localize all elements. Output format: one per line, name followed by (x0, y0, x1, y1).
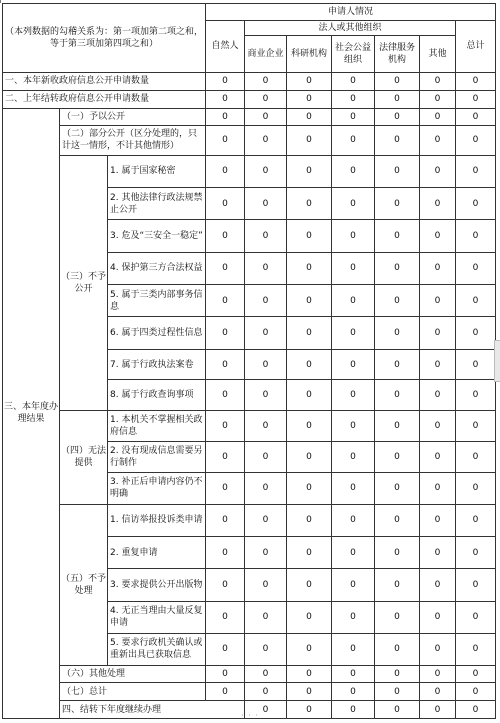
value-cell: 0 (206, 220, 245, 252)
value-cell: 0 (332, 285, 375, 317)
value-cell: 0 (332, 220, 375, 252)
value-cell: 0 (287, 536, 332, 568)
value-cell: 0 (287, 285, 332, 317)
value-cell: 0 (456, 72, 496, 90)
value-cell: 0 (332, 187, 375, 219)
value-cell: 0 (332, 665, 375, 683)
value-cell: 0 (206, 410, 245, 441)
value-cell: 0 (420, 473, 456, 504)
sub-item-label: 2. 没有现成信息需要另行制作 (108, 441, 206, 472)
value-cell: 0 (287, 473, 332, 504)
value-cell: 0 (206, 349, 245, 379)
value-cell: 0 (375, 410, 420, 441)
value-cell: 0 (456, 473, 496, 504)
value-cell: 0 (456, 220, 496, 252)
value-cell: 0 (456, 349, 496, 379)
sub-item-label: 3. 补正后申请内容仍不明确 (108, 473, 206, 504)
row-label: （七）总计 (60, 683, 206, 701)
value-cell: 0 (456, 634, 496, 665)
value-cell: 0 (245, 536, 287, 568)
entity-type-header: 商业企业 (245, 36, 287, 73)
value-cell: 0 (206, 569, 245, 601)
value-cell: 0 (456, 569, 496, 601)
value-cell: 0 (245, 108, 287, 126)
sub-item-label: 1. 信访举报投诉类申请 (108, 504, 206, 536)
row-label: 四、结转下年度继续办理 (60, 701, 245, 719)
value-cell: 0 (420, 441, 456, 472)
value-cell: 0 (375, 72, 420, 90)
value-cell: 0 (287, 187, 332, 219)
value-cell: 0 (206, 285, 245, 317)
value-cell: 0 (420, 410, 456, 441)
sub-item-label: 3. 危及“三安全一稳定” (108, 220, 206, 252)
value-cell: 0 (375, 108, 420, 126)
value-cell: 0 (375, 155, 420, 187)
value-cell: 0 (332, 473, 375, 504)
sub-item-label: 6. 属于四类过程性信息 (108, 317, 206, 349)
value-cell: 0 (245, 701, 287, 719)
sub-item-label: 3. 要求提供公开出版物 (108, 569, 206, 601)
value-cell: 0 (206, 504, 245, 536)
value-cell: 0 (375, 90, 420, 108)
value-cell: 0 (206, 473, 245, 504)
value-cell: 0 (245, 683, 287, 701)
value-cell: 0 (456, 155, 496, 187)
value-cell: 0 (375, 380, 420, 410)
value-cell: 0 (420, 634, 456, 665)
disclosure-statistics-table (2, 3, 496, 719)
value-cell: 0 (420, 155, 456, 187)
value-cell: 0 (245, 349, 287, 379)
value-cell: 0 (420, 187, 456, 219)
value-cell: 0 (456, 410, 496, 441)
value-cell: 0 (375, 349, 420, 379)
value-cell: 0 (420, 108, 456, 126)
value-cell: 0 (420, 252, 456, 284)
value-cell: 0 (287, 410, 332, 441)
value-cell: 0 (245, 252, 287, 284)
value-cell: 0 (420, 349, 456, 379)
value-cell: 0 (420, 701, 456, 719)
value-cell: 0 (420, 72, 456, 90)
value-cell: 0 (375, 252, 420, 284)
value-cell: 0 (332, 155, 375, 187)
value-cell: 0 (375, 569, 420, 601)
value-cell: 0 (287, 441, 332, 472)
entity-type-header: 社会公益组织 (332, 36, 375, 73)
value-cell: 0 (332, 504, 375, 536)
value-cell: 0 (375, 220, 420, 252)
section-three-label: 三、本年度办理结果 (3, 108, 60, 719)
value-cell: 0 (245, 601, 287, 633)
group-label: （五）不予处理 (60, 504, 108, 665)
value-cell: 0 (287, 601, 332, 633)
value-cell: 0 (206, 90, 245, 108)
value-cell: 0 (206, 601, 245, 633)
value-cell: 0 (206, 380, 245, 410)
value-cell: 0 (287, 90, 332, 108)
value-cell: 0 (332, 569, 375, 601)
value-cell: 0 (456, 285, 496, 317)
sub-item-label: 4. 无正当理由大量反复申请 (108, 601, 206, 633)
value-cell: 0 (332, 601, 375, 633)
value-cell: 0 (245, 90, 287, 108)
value-cell: 0 (420, 504, 456, 536)
value-cell: 0 (245, 665, 287, 683)
value-cell: 0 (245, 380, 287, 410)
value-cell: 0 (332, 349, 375, 379)
value-cell: 0 (456, 683, 496, 701)
value-cell: 0 (375, 187, 420, 219)
value-cell: 0 (206, 683, 245, 701)
row-label: 二、上年结转政府信息公开申请数量 (3, 90, 206, 108)
value-cell: 0 (375, 683, 420, 701)
value-cell: 0 (332, 317, 375, 349)
value-cell: 0 (456, 665, 496, 683)
value-cell: 0 (287, 155, 332, 187)
value-cell: 0 (287, 126, 332, 155)
value-cell: 0 (456, 317, 496, 349)
value-cell: 0 (206, 252, 245, 284)
value-cell: 0 (206, 634, 245, 665)
value-cell: 0 (420, 665, 456, 683)
value-cell: 0 (206, 441, 245, 472)
value-cell: 0 (375, 634, 420, 665)
value-cell: 0 (456, 701, 496, 719)
value-cell: 0 (375, 126, 420, 155)
value-cell: 0 (245, 504, 287, 536)
value-cell: 0 (287, 349, 332, 379)
value-cell: 0 (332, 90, 375, 108)
value-cell: 0 (375, 441, 420, 472)
value-cell: 0 (287, 683, 332, 701)
value-cell: 0 (245, 441, 287, 472)
value-cell: 0 (206, 536, 245, 568)
page-indicator-dots: · · · (241, 711, 259, 720)
value-cell: 0 (420, 683, 456, 701)
value-cell: 0 (287, 220, 332, 252)
value-cell: 0 (245, 155, 287, 187)
value-cell: 0 (245, 187, 287, 219)
sub-item-label: 2. 重复申请 (108, 536, 206, 568)
natural-person-header: 自然人 (206, 20, 245, 72)
legal-entities-header: 法人或其他组织 (245, 20, 456, 36)
entity-type-header: 科研机构 (287, 36, 332, 73)
value-cell: 0 (332, 126, 375, 155)
value-cell: 0 (245, 569, 287, 601)
applicant-situation-header: 申请人情况 (206, 4, 496, 21)
sub-item-label: 5. 属于三类内部事务信息 (108, 285, 206, 317)
value-cell: 0 (245, 634, 287, 665)
value-cell: 0 (206, 665, 245, 683)
value-cell: 0 (375, 317, 420, 349)
value-cell: 0 (332, 108, 375, 126)
value-cell: 0 (287, 634, 332, 665)
value-cell: 0 (245, 317, 287, 349)
value-cell: 0 (420, 90, 456, 108)
value-cell: 0 (375, 504, 420, 536)
value-cell: 0 (245, 285, 287, 317)
value-cell: 0 (375, 536, 420, 568)
sub-item-label: 7. 属于行政执法案卷 (108, 349, 206, 379)
row-label: （二）部分公开（区分处理的，只计这一情形，不计其他情形） (60, 126, 206, 155)
total-header: 总计 (456, 20, 496, 72)
value-cell: 0 (456, 252, 496, 284)
row-label: （六）其他处理 (60, 665, 206, 683)
value-cell: 0 (332, 441, 375, 472)
row-label: （一）予以公开 (60, 108, 206, 126)
value-cell: 0 (287, 380, 332, 410)
value-cell: 0 (287, 665, 332, 683)
value-cell: 0 (420, 126, 456, 155)
value-cell: 0 (375, 473, 420, 504)
value-cell: 0 (332, 72, 375, 90)
value-cell: 0 (245, 126, 287, 155)
value-cell: 0 (375, 701, 420, 719)
sub-item-label: 8. 属于行政查询事项 (108, 380, 206, 410)
value-cell: 0 (420, 536, 456, 568)
value-cell: 0 (206, 126, 245, 155)
value-cell: 0 (245, 220, 287, 252)
group-label: （四）无法提供 (60, 410, 108, 504)
row-label: 一、本年新收政府信息公开申请数量 (3, 72, 206, 90)
value-cell: 0 (420, 220, 456, 252)
value-cell: 0 (206, 317, 245, 349)
table-note: （本列数据的勾稽关系为：第一项加第二项之和，等于第三项加第四项之和） (3, 4, 206, 73)
value-cell: 0 (287, 317, 332, 349)
value-cell: 0 (332, 380, 375, 410)
value-cell: 0 (456, 504, 496, 536)
value-cell: 0 (206, 108, 245, 126)
value-cell: 0 (287, 701, 332, 719)
value-cell: 0 (206, 155, 245, 187)
sub-item-label: 2. 其他法律行政法规禁止公开 (108, 187, 206, 219)
value-cell: 0 (456, 90, 496, 108)
value-cell: 0 (332, 410, 375, 441)
value-cell: 0 (420, 601, 456, 633)
value-cell: 0 (456, 441, 496, 472)
value-cell: 0 (375, 665, 420, 683)
value-cell: 0 (456, 380, 496, 410)
value-cell: 0 (287, 504, 332, 536)
value-cell: 0 (456, 126, 496, 155)
value-cell: 0 (245, 473, 287, 504)
scroll-handle[interactable] (494, 340, 500, 382)
value-cell: 0 (420, 285, 456, 317)
value-cell: 0 (287, 72, 332, 90)
value-cell: 0 (206, 187, 245, 219)
value-cell: 0 (420, 380, 456, 410)
value-cell: 0 (456, 601, 496, 633)
value-cell: 0 (332, 252, 375, 284)
value-cell: 0 (245, 72, 287, 90)
value-cell: 0 (375, 601, 420, 633)
value-cell: 0 (332, 536, 375, 568)
value-cell: 0 (456, 536, 496, 568)
entity-type-header: 其他 (420, 36, 456, 73)
value-cell: 0 (332, 634, 375, 665)
value-cell: 0 (456, 108, 496, 126)
value-cell: 0 (456, 187, 496, 219)
entity-type-header: 法律服务机构 (375, 36, 420, 73)
value-cell: 0 (287, 108, 332, 126)
sub-item-label: 1. 本机关不掌握相关政府信息 (108, 410, 206, 441)
value-cell: 0 (420, 317, 456, 349)
value-cell: 0 (206, 72, 245, 90)
sub-item-label: 1. 属于国家秘密 (108, 155, 206, 187)
value-cell: 0 (332, 683, 375, 701)
value-cell: 0 (287, 252, 332, 284)
group-label: （三）不予公开 (60, 155, 108, 410)
value-cell: 0 (420, 569, 456, 601)
value-cell: 0 (287, 569, 332, 601)
sub-item-label: 5. 要求行政机关确认或重新出具已获取信息 (108, 634, 206, 665)
value-cell: 0 (375, 285, 420, 317)
value-cell: 0 (245, 410, 287, 441)
sub-item-label: 4. 保护第三方合法权益 (108, 252, 206, 284)
value-cell: 0 (332, 701, 375, 719)
